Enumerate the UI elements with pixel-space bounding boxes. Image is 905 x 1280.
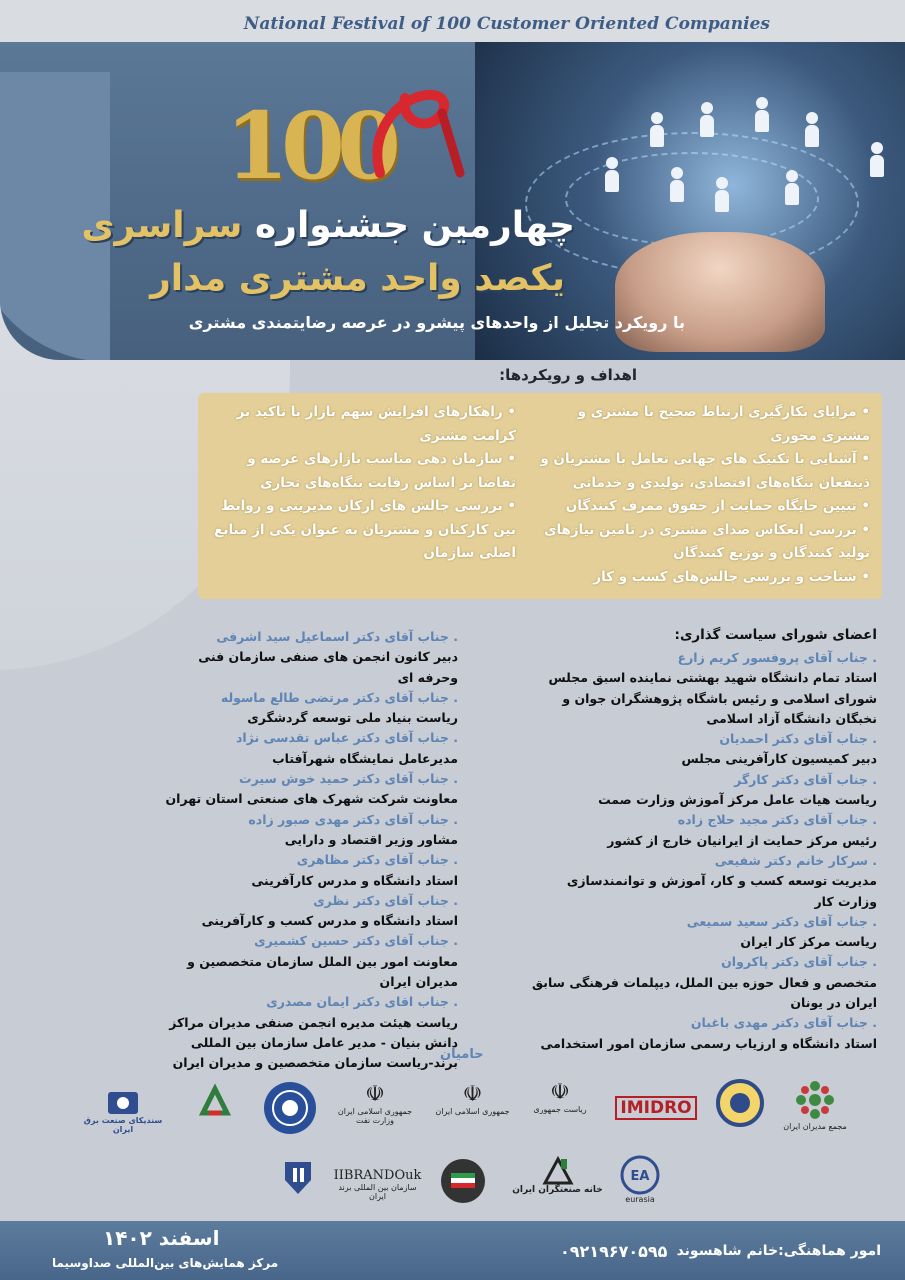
goal-item: • مزایای بکارگیری ارتباط صحیح با مشتری و مشتری محوری — [577, 404, 870, 444]
goal-item: • شناخت و بررسی چالش‌های کسب و کار — [593, 568, 870, 585]
council-member: . جناب آقای دکتر نظری استاد دانشگاه و مدرس کسب و کارآفرینی — [201, 892, 458, 929]
oil-ministry-logo: ☫ جمهوری اسلامی ایران وزارت نفت — [337, 1082, 413, 1125]
council-member: . جناب آقای دکتر عباس تقدسی نژاد مدیرعامل نمایشگاه شهرآفتاب — [235, 730, 458, 766]
council-right-column — [527, 648, 877, 1054]
logo-100: 100 — [225, 92, 394, 200]
goal-item: • سازمان دهی مناسب بازارهای عرضه و تقاضا بر اساس رقابت بنگاه‌های تجاری — [247, 451, 516, 491]
council-member: . جناب آقای دکتر سعید سمیعی ریاست مرکز کار ایران — [686, 913, 877, 950]
shield-logo — [270, 1158, 325, 1198]
person-icon — [805, 112, 819, 146]
goals-right-column — [534, 401, 870, 589]
goal-item: • بررسی چالش های ارکان مدیریتی و روابط بین کارکنان و مشتریان به عنوان یکی از منابع اصلی سازمان — [214, 498, 516, 561]
event-date: اسفند ۱۴۰۲ — [103, 1226, 220, 1250]
circle-emblem-logo — [705, 1078, 775, 1128]
sponsors-title: حامیان — [440, 1047, 484, 1062]
svg-text:EA: EA — [630, 1169, 650, 1184]
council-member: . سرکار خانم دکتر شفیعی مدیریت توسعه کسب و کار، آموزش و توانمندسازی وزارت کار — [566, 852, 877, 909]
goal-item: • بررسی انعکاس صدای مشتری در تامین نیازهای تولید کنندگان و توزیع کنندگان — [544, 521, 870, 561]
ict-ministry-logo: ☫ جمهوری اسلامی ایران — [435, 1082, 510, 1116]
council-member: . جناب آقای دکتر حسین کشمیری معاونت امور بین الملل سازمان متخصصین و مدیران ایران — [187, 933, 458, 990]
coordinator: امور هماهنگی:خانم شاهسوند — [676, 1243, 881, 1259]
chamber-logo — [255, 1080, 325, 1136]
title-line-1-a: چهارمین جشنواره — [254, 205, 575, 246]
goals-left-column — [210, 401, 516, 566]
council-member: . جناب آقای دکتر مرتضی طالع ماسوله ریاست بنیاد ملی توسعه گردشگری — [220, 689, 458, 726]
english-title: National Festival of 100 Customer Oriented Companies — [243, 14, 770, 34]
red-ribbon-icon — [360, 78, 470, 188]
council-member: . جناب آقای پروفسور کریم زارع استاد تمام دانشگاه شهید بهشتی نماینده اسبق مجلس شورای اسلامی و رئیس باشگاه پژوهشگران جوان و نخبگان دانشگاه آزاد اسلامی — [548, 650, 877, 726]
council-member: . جناب آقای دکتر احمدیان دبیر کمیسیون کارآفرینی مجلس — [681, 731, 877, 767]
council-member: . جناب آقای دکتر مظاهری استاد دانشگاه و مدرس کارآفرینی — [251, 852, 458, 888]
title-line-1-b: سراسری — [81, 205, 243, 246]
hand-image — [615, 232, 825, 352]
event-venue: مرکز همایش‌های بین‌المللی صداوسیما — [52, 1256, 279, 1270]
person-icon — [650, 112, 664, 146]
council-member: . جناب آقای دکتر حمید خوش سیرت معاونت شرکت شهرک های صنعتی استان تهران — [165, 771, 458, 807]
gear-flag-logo — [428, 1155, 498, 1207]
title-line-2: یکصد واحد مشتری مدار — [150, 258, 565, 299]
person-icon — [605, 157, 619, 191]
goal-item: • تبیین جایگاه حمایت از حقوق ممرف کنندگان — [565, 498, 870, 514]
industrialists-house-logo: خانه صنعتگران ایران — [510, 1155, 605, 1195]
council-member: . جناب آقای دکتر کارگر ریاست هیات عامل مرکز آموزش وزارت صمت — [598, 771, 877, 808]
person-icon — [670, 167, 684, 201]
iran-managers-logo: مجمع مدیران ایران — [780, 1078, 850, 1131]
steel-syndicate-logo — [180, 1083, 250, 1123]
eurasia-logo: EA eurasia — [610, 1155, 670, 1204]
person-icon — [785, 170, 799, 204]
goals-title: اهداف و رویکردها: — [499, 366, 637, 384]
council-member: . جناب آقای دکتر مجید حلاج زاده رئیس مرکز حمایت از ایرانیان خارج از کشور — [607, 812, 877, 848]
presidency-logo: ☫ ریاست جمهوری — [533, 1080, 587, 1114]
title-line-1 — [81, 205, 575, 246]
person-icon — [700, 102, 714, 136]
subtitle: با رویکرد تجلیل از واحدهای پیشرو در عرصه رضایتمندی مشتری — [188, 313, 685, 332]
goals-box — [198, 393, 882, 599]
phone-number: ۰۹۲۱۹۶۷۰۵۹۵ — [560, 1242, 668, 1261]
person-icon — [715, 177, 729, 211]
imidro-logo: IMIDRO — [612, 1096, 700, 1120]
council-member: . جناب آقای دکتر مهدی صبور زاده مشاور وزیر اقتصاد و دارایی — [248, 811, 458, 847]
goal-item: • آشنایی با تکنیک های جهانی تعامل با مشتریان و ذینفعان بنگاه‌های اقتصادی، تولیدی و خدماتی — [540, 451, 870, 491]
council-member: . جناب آقای دکتر اسماعیل سید اشرفی دبیر کانون انجمن های صنفی سازمان فنی وحرفه ای — [198, 629, 458, 685]
person-icon — [870, 142, 884, 176]
goal-item: • راهکارهای افزایش سهم بازار با تاکید بر کرامت مشتری — [236, 404, 516, 444]
person-icon — [755, 97, 769, 131]
council-member: . جناب اقای دکتر ایمان مصدری ریاست هیئت مدیره انجمن صنفی مدیران مراکز دانش بنیان - مدیر عامل سازمان بین المللی برند-ریاست سازمان متخصصین و مدیران ایران — [169, 994, 458, 1071]
electricity-syndicate-logo: سندیکای صنعت برق ایران — [78, 1090, 168, 1134]
council-left-column — [158, 627, 458, 1074]
council-member: . جناب آقای دکتر پاکروان متخصص و فعال حوزه بین الملل، دیپلمات فرهنگی سابق ایران در یونان — [532, 954, 877, 1011]
brand-org-logo: IIBRANDOuk سازمان بین المللی برند ایران — [333, 1168, 422, 1201]
council-title: اعضای شورای سیاست گذاری: — [674, 627, 877, 643]
council-member: . جناب آقای دکتر مهدی باغبان استاد دانشگاه و ارزیاب رسمی سازمان امور استخدامی — [540, 1015, 877, 1051]
